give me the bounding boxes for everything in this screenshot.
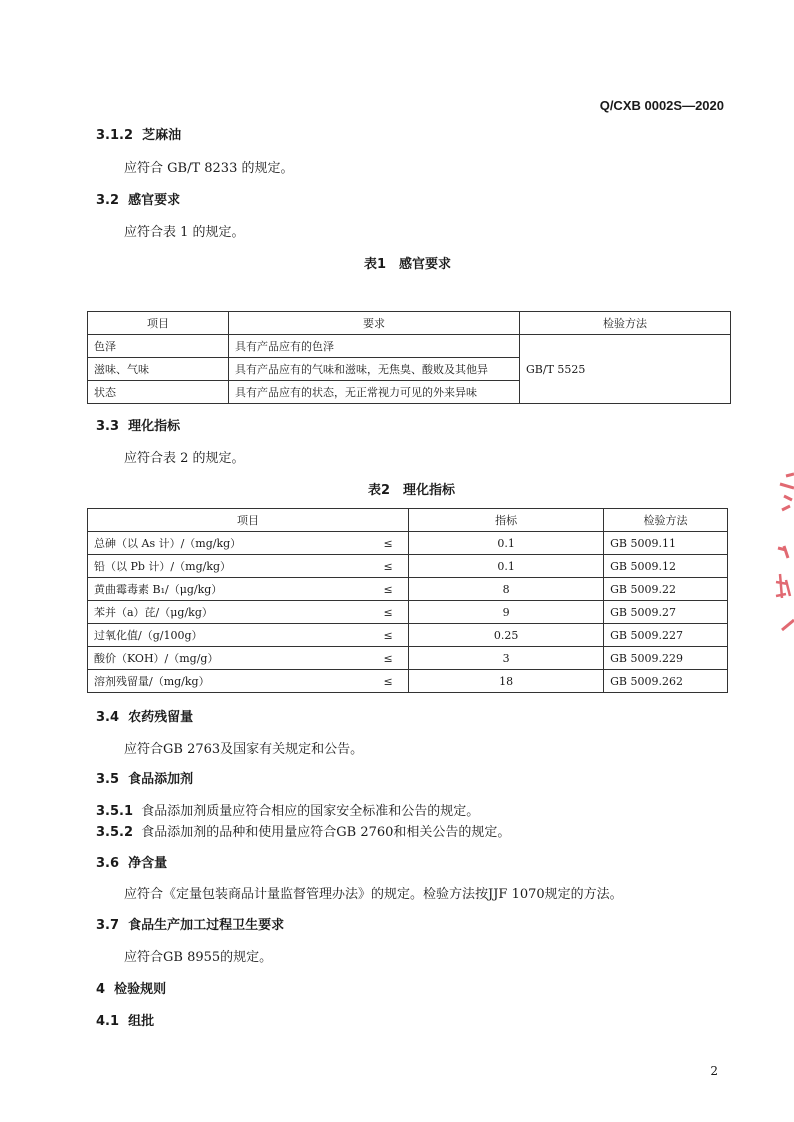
table-row [88, 601, 728, 624]
section-number: 3.7 [96, 918, 120, 933]
table-row [88, 335, 731, 358]
section-3-2-text: 应符合表 1 的规定。 [124, 225, 245, 240]
section-3-2-heading [96, 189, 180, 208]
table-cell-symbol: ≤ [368, 532, 409, 555]
table-cell-value: 9 [409, 601, 604, 624]
table-header-cell: 检验方法 [520, 312, 731, 335]
section-number: 3.2 [96, 193, 120, 208]
page-number: 2 [710, 1064, 718, 1078]
section-title: 理化指标 [128, 419, 181, 434]
table-header-row [88, 312, 731, 335]
table-cell-item: 黄曲霉毒素 B₁/（μg/kg） [88, 578, 369, 601]
table-header-cell: 检验方法 [604, 509, 728, 532]
table-cell-symbol: ≤ [368, 578, 409, 601]
section-3-1-2-text: 应符合 GB/T 8233 的规定。 [124, 161, 294, 176]
table-row [88, 578, 728, 601]
table-row [88, 647, 728, 670]
table-header-cell: 项目 [88, 312, 229, 335]
table-cell-method: GB 5009.22 [604, 578, 728, 601]
table-cell-requirement: 具有产品应有的色泽 [229, 335, 520, 358]
table-header-cell: 项目 [88, 509, 409, 532]
table1-caption: 表1 感官要求 [364, 257, 452, 272]
table-cell-requirement: 具有产品应有的气味和滋味，无焦臭、酸败及其他异 [229, 358, 520, 381]
table2-physicochemical-indicators [87, 508, 728, 693]
table-cell-symbol: ≤ [368, 670, 409, 693]
table-row [88, 555, 728, 578]
table-cell-method: GB 5009.11 [604, 532, 728, 555]
section-text: 食品添加剂质量应符合相应的国家安全标准和公告的规定。 [141, 804, 480, 819]
section-3-5-1 [96, 800, 479, 819]
table-cell-method: GB 5009.27 [604, 601, 728, 624]
table-cell-value: 0.25 [409, 624, 604, 647]
section-title: 农药残留量 [128, 710, 194, 725]
table-cell-value: 0.1 [409, 555, 604, 578]
section-3-1-2-heading [96, 124, 181, 143]
section-number: 3.1.2 [96, 128, 134, 143]
section-4-1-heading [96, 1010, 154, 1029]
section-3-7-heading [96, 914, 284, 933]
table-cell-item: 铅（以 Pb 计）/（mg/kg） [88, 555, 369, 578]
table-cell-item: 苯并（a）芘/（μg/kg） [88, 601, 369, 624]
section-3-5-heading [96, 768, 193, 787]
table-header-row [88, 509, 728, 532]
table-cell-requirement: 具有产品应有的状态，无正常视力可见的外来异味 [229, 381, 520, 404]
table-cell-item: 过氧化值/（g/100g） [88, 624, 369, 647]
table-cell-method: GB 5009.12 [604, 555, 728, 578]
section-3-6-text: 应符合《定量包装商品计量监督管理办法》的规定。检验方法按JJF 1070规定的方法。 [124, 887, 623, 902]
table-cell-method: GB/T 5525 [520, 335, 731, 404]
section-number: 3.5 [96, 772, 120, 787]
section-title: 感官要求 [128, 193, 181, 208]
table-cell-symbol: ≤ [368, 555, 409, 578]
section-number: 3.4 [96, 710, 120, 725]
section-title: 食品添加剂 [128, 772, 194, 787]
section-3-3-heading [96, 415, 180, 434]
table-cell-value: 8 [409, 578, 604, 601]
table-cell-item: 溶剂残留量/（mg/kg） [88, 670, 369, 693]
table-cell-symbol: ≤ [368, 624, 409, 647]
table-cell-value: 3 [409, 647, 604, 670]
section-4-heading [96, 978, 166, 997]
standard-number: Q/CXB 0002S—2020 [599, 98, 724, 113]
section-title: 组批 [128, 1014, 155, 1029]
section-3-4-text: 应符合GB 2763及国家有关规定和公告。 [124, 742, 364, 757]
section-3-7-text: 应符合GB 8955的规定。 [124, 950, 273, 965]
table-row [88, 670, 728, 693]
section-3-5-2 [96, 821, 510, 840]
section-number: 4 [96, 982, 106, 997]
section-number: 3.5.2 [96, 825, 134, 840]
table-cell-item: 状态 [88, 381, 229, 404]
table-cell-method: GB 5009.229 [604, 647, 728, 670]
section-3-6-heading [96, 852, 167, 871]
table-cell-value: 0.1 [409, 532, 604, 555]
section-title: 食品生产加工过程卫生要求 [128, 918, 285, 933]
table-row [88, 624, 728, 647]
section-text: 食品添加剂的品种和使用量应符合GB 2760和相关公告的规定。 [141, 825, 511, 840]
table-cell-value: 18 [409, 670, 604, 693]
table-cell-item: 总砷（以 As 计）/（mg/kg） [88, 532, 369, 555]
table-cell-item: 酸价（KOH）/（mg/g） [88, 647, 369, 670]
seal-stamp [764, 470, 794, 640]
section-title: 净含量 [128, 856, 168, 871]
section-title: 检验规则 [114, 982, 167, 997]
section-number: 3.5.1 [96, 804, 134, 819]
section-number: 3.3 [96, 419, 120, 434]
table-header-cell: 指标 [409, 509, 604, 532]
table1-sensory-requirements [87, 311, 731, 404]
table-cell-item: 色泽 [88, 335, 229, 358]
section-3-3-text: 应符合表 2 的规定。 [124, 451, 245, 466]
section-number: 3.6 [96, 856, 120, 871]
table-cell-item: 滋味、气味 [88, 358, 229, 381]
table-cell-symbol: ≤ [368, 647, 409, 670]
table-header-cell: 要求 [229, 312, 520, 335]
section-number: 4.1 [96, 1014, 120, 1029]
table-row [88, 532, 728, 555]
table-cell-method: GB 5009.227 [604, 624, 728, 647]
table2-caption: 表2 理化指标 [368, 483, 456, 498]
table-cell-symbol: ≤ [368, 601, 409, 624]
section-title: 芝麻油 [142, 128, 182, 143]
table-cell-method: GB 5009.262 [604, 670, 728, 693]
section-3-4-heading [96, 706, 193, 725]
